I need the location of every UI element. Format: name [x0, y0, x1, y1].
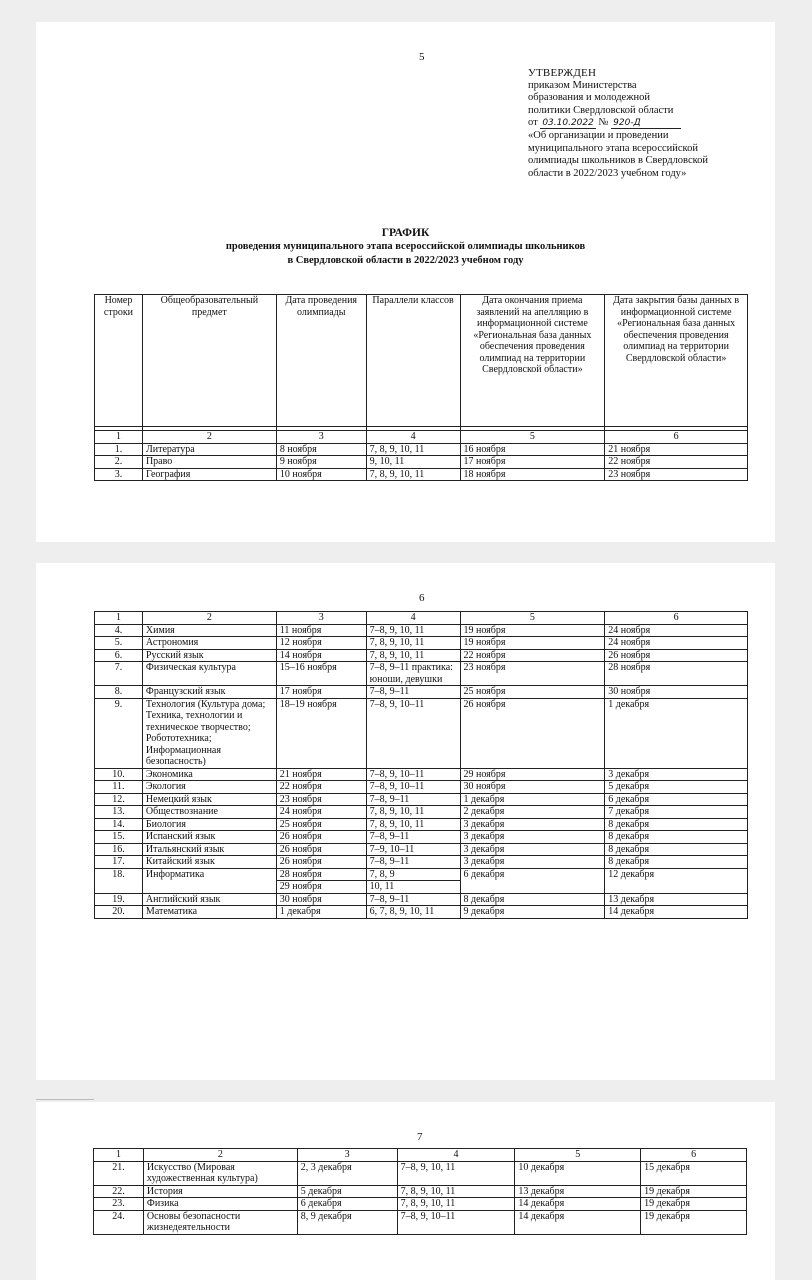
grades-cell: 7–8, 9–11: [366, 831, 460, 844]
column-index: 3: [276, 431, 366, 444]
row-number: 7.: [95, 662, 143, 686]
database-close-cell: 14 декабря: [605, 906, 748, 919]
column-header-appeal-deadline: Дата окончания приема заявлений на апелляцию в информационной системе «Региональная база данных обеспечения проведения олимпиад на территории Свердловской области»: [460, 295, 605, 427]
column-index: 4: [366, 431, 460, 444]
page-number: 5: [419, 51, 425, 63]
database-close-cell: 5 декабря: [605, 781, 748, 794]
column-index: 5: [515, 1149, 641, 1162]
approval-subject-line: олимпиады школьников в Свердловской: [528, 155, 709, 167]
date-cell: 30 ноября: [276, 893, 366, 906]
document-page-1: [36, 22, 775, 542]
database-close-cell: 26 ноября: [605, 649, 748, 662]
appeal-deadline-cell: 18 ноября: [460, 468, 605, 481]
database-close-cell: 15 декабря: [641, 1161, 747, 1185]
grades-cell: 10, 11: [366, 881, 460, 894]
date-cell: 2, 3 декабря: [297, 1161, 397, 1185]
column-header-database-close: Дата закрытия базы данных в информационной системе «Региональная база данных обеспечения проведения олимпиад на территории Свердловской области»: [605, 295, 748, 427]
date-cell: 18–19 ноября: [276, 698, 366, 768]
column-index: 1: [95, 612, 143, 625]
column-index: 6: [605, 431, 748, 444]
order-number-label: №: [598, 117, 609, 129]
appeal-deadline-cell: 6 декабря: [460, 868, 605, 881]
database-close-cell: 28 ноября: [605, 662, 748, 686]
subject-cell: Математика: [142, 906, 276, 919]
date-cell: 1 декабря: [276, 906, 366, 919]
date-cell: 14 ноября: [276, 649, 366, 662]
column-index: 3: [276, 612, 366, 625]
appeal-deadline-cell: 14 декабря: [515, 1210, 641, 1234]
database-close-cell: 19 декабря: [641, 1198, 747, 1211]
schedule-table-page-3: [93, 1148, 747, 1235]
schedule-table-page-1: [94, 294, 748, 481]
database-close-cell: 8 декабря: [605, 831, 748, 844]
page-number: 6: [419, 592, 425, 604]
appeal-deadline-cell: 30 ноября: [460, 781, 605, 794]
table-row: [95, 468, 748, 481]
database-close-cell: 24 ноября: [605, 637, 748, 650]
grades-cell: 7–8, 9, 10, 11: [397, 1161, 515, 1185]
table-row: [95, 624, 748, 637]
date-cell: 6 декабря: [297, 1198, 397, 1211]
document-title: ГРАФИК: [381, 227, 430, 239]
subject-cell: Экономика: [142, 768, 276, 781]
grades-cell: 7–8, 9–11 практика: юноши, девушки: [366, 662, 460, 686]
row-number: 4.: [95, 624, 143, 637]
grades-cell: 7–8, 9, 10–11: [397, 1210, 515, 1234]
database-close-cell: 3 декабря: [605, 768, 748, 781]
date-cell: 28 ноября: [276, 868, 366, 881]
grades-cell: 7–9, 10–11: [366, 843, 460, 856]
order-number: 920-Д: [611, 118, 680, 129]
database-close-cell: [605, 881, 748, 894]
appeal-deadline-cell: 3 декабря: [460, 856, 605, 869]
column-index: 5: [460, 431, 605, 444]
row-number: 9.: [95, 698, 143, 768]
appeal-deadline-cell: [460, 881, 605, 894]
page-separator: [36, 1099, 94, 1100]
page-number: 7: [417, 1131, 423, 1143]
grades-cell: 7–8, 9–11: [366, 793, 460, 806]
table-row: [94, 1210, 747, 1234]
column-index: 6: [641, 1149, 747, 1162]
database-close-cell: 24 ноября: [605, 624, 748, 637]
appeal-deadline-cell: 10 декабря: [515, 1161, 641, 1185]
grades-cell: 7–8, 9–11: [366, 856, 460, 869]
grades-cell: 7, 8, 9, 10, 11: [366, 637, 460, 650]
database-close-cell: 19 декабря: [641, 1210, 747, 1234]
subject-cell: Обществознание: [142, 806, 276, 819]
date-cell: 26 ноября: [276, 856, 366, 869]
subject-cell: Экология: [142, 781, 276, 794]
schedule-table-page-2: [94, 611, 748, 919]
date-cell: 8 ноября: [276, 443, 366, 456]
database-close-cell: 1 декабря: [605, 698, 748, 768]
column-index: 2: [143, 1149, 297, 1162]
appeal-deadline-cell: 17 ноября: [460, 456, 605, 469]
approval-subject-line: области в 2022/2023 учебном году»: [528, 167, 687, 179]
table-row: [95, 637, 748, 650]
appeal-deadline-cell: 14 декабря: [515, 1198, 641, 1211]
appeal-deadline-cell: 22 ноября: [460, 649, 605, 662]
column-index-row: [95, 431, 748, 444]
grades-cell: 7–8, 9, 10–11: [366, 781, 460, 794]
grades-cell: 7, 8, 9: [366, 868, 460, 881]
date-cell: 25 ноября: [276, 818, 366, 831]
date-cell: 26 ноября: [276, 831, 366, 844]
appeal-deadline-cell: 8 декабря: [460, 893, 605, 906]
table-row: [95, 781, 748, 794]
table-row: [95, 686, 748, 699]
subject-cell: Биология: [142, 818, 276, 831]
subject-cell: Физическая культура: [142, 662, 276, 686]
subject-cell: Астрономия: [142, 637, 276, 650]
subject-cell: Химия: [142, 624, 276, 637]
grades-cell: 7–8, 9, 10, 11: [366, 624, 460, 637]
table-row: [95, 856, 748, 869]
date-cell: 29 ноября: [276, 881, 366, 894]
table-row: [95, 906, 748, 919]
subject-cell: Испанский язык: [142, 831, 276, 844]
column-index-row: [94, 1149, 747, 1162]
appeal-deadline-cell: 13 декабря: [515, 1185, 641, 1198]
column-index: 5: [460, 612, 605, 625]
appeal-deadline-cell: 26 ноября: [460, 698, 605, 768]
date-cell: 22 ноября: [276, 781, 366, 794]
row-number: 14.: [95, 818, 143, 831]
row-number: 2.: [95, 456, 143, 469]
table-header-row: [95, 295, 748, 427]
row-number: 8.: [95, 686, 143, 699]
subject-cell: Немецкий язык: [142, 793, 276, 806]
database-close-cell: 23 ноября: [605, 468, 748, 481]
grades-cell: 7, 8, 9, 10, 11: [366, 443, 460, 456]
order-date: 03.10.2022: [542, 118, 594, 129]
row-number: 15.: [95, 831, 143, 844]
row-number: 10.: [95, 768, 143, 781]
appeal-deadline-cell: 29 ноября: [460, 768, 605, 781]
table-row: [95, 806, 748, 819]
appeal-deadline-cell: 3 декабря: [460, 843, 605, 856]
table-row: [95, 698, 748, 768]
subject-cell: Английский язык: [142, 893, 276, 906]
row-number: 18.: [95, 868, 143, 881]
column-index-row: [95, 612, 748, 625]
grades-cell: 7–8, 9, 10–11: [366, 768, 460, 781]
grades-cell: 6, 7, 8, 9, 10, 11: [366, 906, 460, 919]
date-cell: 5 декабря: [297, 1185, 397, 1198]
column-header-grades: Параллели классов: [366, 295, 460, 427]
table-row: [95, 768, 748, 781]
column-index: 6: [605, 612, 748, 625]
column-header-date: Дата проведения олимпиады: [276, 295, 366, 427]
date-cell: 21 ноября: [276, 768, 366, 781]
table-row: [95, 649, 748, 662]
database-close-cell: 30 ноября: [605, 686, 748, 699]
appeal-deadline-cell: 2 декабря: [460, 806, 605, 819]
grades-cell: 7, 8, 9, 10, 11: [366, 806, 460, 819]
subject-cell: Французский язык: [142, 686, 276, 699]
row-number: [95, 881, 143, 894]
column-index: 2: [142, 612, 276, 625]
table-row: [95, 662, 748, 686]
date-cell: 11 ноября: [276, 624, 366, 637]
column-index: 2: [142, 431, 276, 444]
date-cell: 17 ноября: [276, 686, 366, 699]
document-subtitle-line: проведения муниципального этапа всероссийской олимпиады школьников: [225, 241, 586, 252]
order-reference: [528, 117, 768, 130]
row-number: 6.: [95, 649, 143, 662]
appeal-deadline-cell: 3 декабря: [460, 818, 605, 831]
table-row: [95, 893, 748, 906]
grades-cell: 7–8, 9, 10–11: [366, 698, 460, 768]
subject-cell: История: [143, 1185, 297, 1198]
column-index: 4: [397, 1149, 515, 1162]
approval-heading: УТВЕРЖДЕН: [528, 67, 597, 79]
table-row: [95, 843, 748, 856]
date-cell: 24 ноября: [276, 806, 366, 819]
database-close-cell: 8 декабря: [605, 843, 748, 856]
subject-cell: Литература: [142, 443, 276, 456]
appeal-deadline-cell: 25 ноября: [460, 686, 605, 699]
appeal-deadline-cell: 23 ноября: [460, 662, 605, 686]
appeal-deadline-cell: 19 ноября: [460, 624, 605, 637]
row-number: 23.: [94, 1198, 144, 1211]
database-close-cell: 7 декабря: [605, 806, 748, 819]
column-index: 1: [94, 1149, 144, 1162]
appeal-deadline-cell: 1 декабря: [460, 793, 605, 806]
row-number: 19.: [95, 893, 143, 906]
date-cell: 12 ноября: [276, 637, 366, 650]
row-number: 12.: [95, 793, 143, 806]
column-header-row-number: Номер строки: [95, 295, 143, 427]
table-row: [95, 868, 748, 881]
table-row: [94, 1185, 747, 1198]
table-row: [95, 831, 748, 844]
subject-cell: Русский язык: [142, 649, 276, 662]
table-row: [94, 1161, 747, 1185]
subject-cell: [142, 881, 276, 894]
database-close-cell: 6 декабря: [605, 793, 748, 806]
table-row: [95, 456, 748, 469]
row-number: 22.: [94, 1185, 144, 1198]
approval-subject-line: «Об организации и проведении: [528, 129, 669, 141]
grades-cell: 7, 8, 9, 10, 11: [397, 1185, 515, 1198]
approval-stamp: [528, 67, 768, 180]
date-cell: 9 ноября: [276, 456, 366, 469]
row-number: 3.: [95, 468, 143, 481]
database-close-cell: 21 ноября: [605, 443, 748, 456]
approval-line: приказом Министерства: [528, 79, 637, 91]
row-number: 17.: [95, 856, 143, 869]
table-row: [95, 818, 748, 831]
table-row: [95, 793, 748, 806]
subject-cell: Основы безопасности жизнедеятельности: [143, 1210, 297, 1234]
appeal-deadline-cell: 16 ноября: [460, 443, 605, 456]
grades-cell: 7, 8, 9, 10, 11: [366, 818, 460, 831]
database-close-cell: 12 декабря: [605, 868, 748, 881]
subject-cell: Искусство (Мировая художественная культура): [143, 1161, 297, 1185]
subject-cell: Информатика: [142, 868, 276, 881]
grades-cell: 7–8, 9–11: [366, 686, 460, 699]
grades-cell: 9, 10, 11: [366, 456, 460, 469]
date-cell: 26 ноября: [276, 843, 366, 856]
subject-cell: Китайский язык: [142, 856, 276, 869]
appeal-deadline-cell: 3 декабря: [460, 831, 605, 844]
grades-cell: 7–8, 9–11: [366, 893, 460, 906]
row-number: 1.: [95, 443, 143, 456]
document-page-3: [36, 1102, 775, 1280]
approval-line: политики Свердловской области: [528, 104, 674, 116]
column-header-subject: Общеобразовательный предмет: [142, 295, 276, 427]
column-index: 3: [297, 1149, 397, 1162]
subject-cell: География: [142, 468, 276, 481]
column-index: 1: [95, 431, 143, 444]
approval-subject-line: муниципального этапа всероссийской: [528, 142, 698, 154]
row-number: 16.: [95, 843, 143, 856]
date-cell: 15–16 ноября: [276, 662, 366, 686]
grades-cell: 7, 8, 9, 10, 11: [397, 1198, 515, 1211]
row-number: 21.: [94, 1161, 144, 1185]
order-prefix: от: [528, 117, 538, 129]
date-cell: 8, 9 декабря: [297, 1210, 397, 1234]
row-number: 11.: [95, 781, 143, 794]
database-close-cell: 22 ноября: [605, 456, 748, 469]
table-row: [95, 443, 748, 456]
row-number: 24.: [94, 1210, 144, 1234]
database-close-cell: 8 декабря: [605, 818, 748, 831]
appeal-deadline-cell: 19 ноября: [460, 637, 605, 650]
database-close-cell: 19 декабря: [641, 1185, 747, 1198]
subject-cell: Итальянский язык: [142, 843, 276, 856]
row-number: 13.: [95, 806, 143, 819]
database-close-cell: 13 декабря: [605, 893, 748, 906]
table-row: [95, 881, 748, 894]
document-subtitle-line: в Свердловской области в 2022/2023 учебном году: [287, 255, 524, 266]
appeal-deadline-cell: 9 декабря: [460, 906, 605, 919]
row-number: 20.: [95, 906, 143, 919]
date-cell: 23 ноября: [276, 793, 366, 806]
database-close-cell: 8 декабря: [605, 856, 748, 869]
approval-line: образования и молодежной: [528, 92, 650, 104]
subject-cell: Физика: [143, 1198, 297, 1211]
grades-cell: 7, 8, 9, 10, 11: [366, 468, 460, 481]
date-cell: 10 ноября: [276, 468, 366, 481]
subject-cell: Технология (Культура дома; Техника, технологии и техническое творчество; Робототехника; Информационная безопасность): [142, 698, 276, 768]
grades-cell: 7, 8, 9, 10, 11: [366, 649, 460, 662]
subject-cell: Право: [142, 456, 276, 469]
table-row: [94, 1198, 747, 1211]
column-index: 4: [366, 612, 460, 625]
document-page-2: [36, 563, 775, 1080]
row-number: 5.: [95, 637, 143, 650]
